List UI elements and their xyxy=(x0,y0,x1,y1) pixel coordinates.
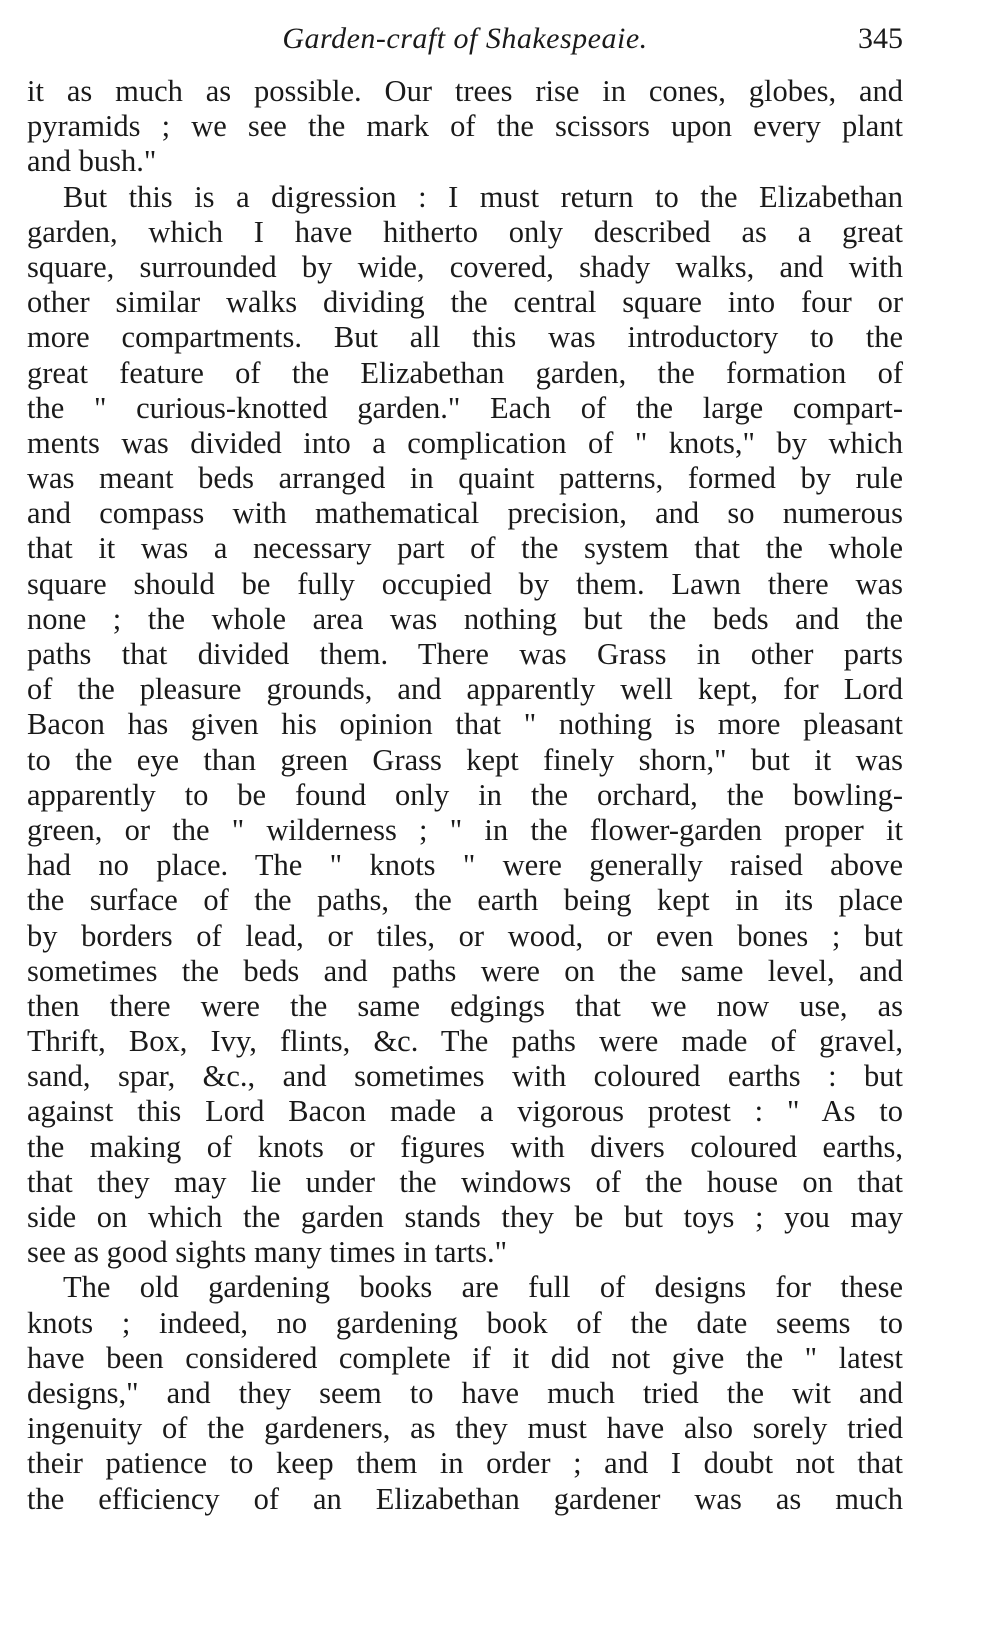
text-line: it as much as possible. Our trees rise in cones, globes, and xyxy=(27,74,903,108)
text-line: by borders of lead, or tiles, or wood, or even bones ; but xyxy=(27,918,903,953)
text-line: But this is a digression : I must return to the Elizabethan xyxy=(63,179,903,214)
text-line: and compass with mathematical precision, and so numerous xyxy=(27,496,903,531)
text-line: more compartments. But all this was introductory to the xyxy=(27,320,903,355)
text-line: and bush." xyxy=(27,144,157,179)
text-line: knots ; indeed, no gardening book of the date seems to xyxy=(27,1305,903,1340)
text-line: their patience to keep them in order ; and I doubt not that xyxy=(27,1446,903,1481)
text-line: have been considered complete if it did not give the " latest xyxy=(27,1340,903,1375)
text-line: apparently to be found only in the orchard, the bowling- xyxy=(27,777,903,812)
text-line: designs," and they seem to have much tried the wit and xyxy=(27,1375,903,1410)
text-line: Bacon has given his opinion that " nothing is more pleasant xyxy=(27,707,903,742)
text-line: none ; the whole area was nothing but the beds and the xyxy=(27,601,903,636)
text-line: that it was a necessary part of the system that the whole xyxy=(27,531,903,566)
text-line: against this Lord Bacon made a vigorous protest : " As to xyxy=(27,1094,903,1129)
text-line: ments was divided into a complication of " knots," by which xyxy=(27,425,903,460)
text-line: sand, spar, &c., and sometimes with coloured earths : but xyxy=(27,1059,903,1094)
text-line: was meant beds arranged in quaint patterns, formed by rule xyxy=(27,461,903,496)
text-line: other similar walks dividing the central square into four or xyxy=(27,285,903,320)
text-line: square, surrounded by wide, covered, shady walks, and with xyxy=(27,249,903,284)
text-line: the " curious-knotted garden." Each of the large compart- xyxy=(27,390,903,425)
text-line: side on which the garden stands they be but toys ; you may xyxy=(27,1200,903,1234)
text-line: the making of knots or figures with divers coloured earths, xyxy=(27,1129,903,1164)
text-line: sometimes the beds and paths were on the same level, and xyxy=(27,953,903,988)
text-line: garden, which I have hitherto only described as a great xyxy=(27,214,903,249)
text-line: Thrift, Box, Ivy, flints, &c. The paths were made of gravel, xyxy=(27,1024,903,1059)
text-line: see as good sights many times in tarts." xyxy=(27,1235,508,1270)
running-title: Garden-craft of Shakespeaie. xyxy=(282,22,648,55)
text-line: to the eye than green Grass kept finely shorn," but it was xyxy=(27,742,903,777)
page-header xyxy=(27,22,903,74)
book-page xyxy=(27,22,903,1517)
text-line: of the pleasure grounds, and apparently well kept, for Lord xyxy=(27,672,903,707)
text-line: ingenuity of the gardeners, as they must have also sorely tried xyxy=(27,1411,903,1446)
text-line: square should be fully occupied by them. Lawn there was xyxy=(27,566,903,601)
text-line: paths that divided them. There was Grass in other parts xyxy=(27,637,903,671)
text-line: that they may lie under the windows of the house on that xyxy=(27,1164,903,1199)
body-text xyxy=(27,74,903,1517)
text-line: pyramids ; we see the mark of the scissors upon every plant xyxy=(27,109,903,144)
text-line: the surface of the paths, the earth being kept in its place xyxy=(27,883,903,918)
page-number: 345 xyxy=(858,22,903,55)
text-line: great feature of the Elizabethan garden, the formation of xyxy=(27,355,903,390)
text-line: then there were the same edgings that we now use, as xyxy=(27,988,903,1023)
text-line: the efficiency of an Elizabethan gardener was as much xyxy=(27,1481,903,1516)
text-line: The old gardening books are full of designs for these xyxy=(63,1270,903,1305)
text-line: green, or the " wilderness ; " in the flower-garden proper it xyxy=(27,812,903,847)
text-line: had no place. The " knots " were generally raised above xyxy=(27,848,903,883)
